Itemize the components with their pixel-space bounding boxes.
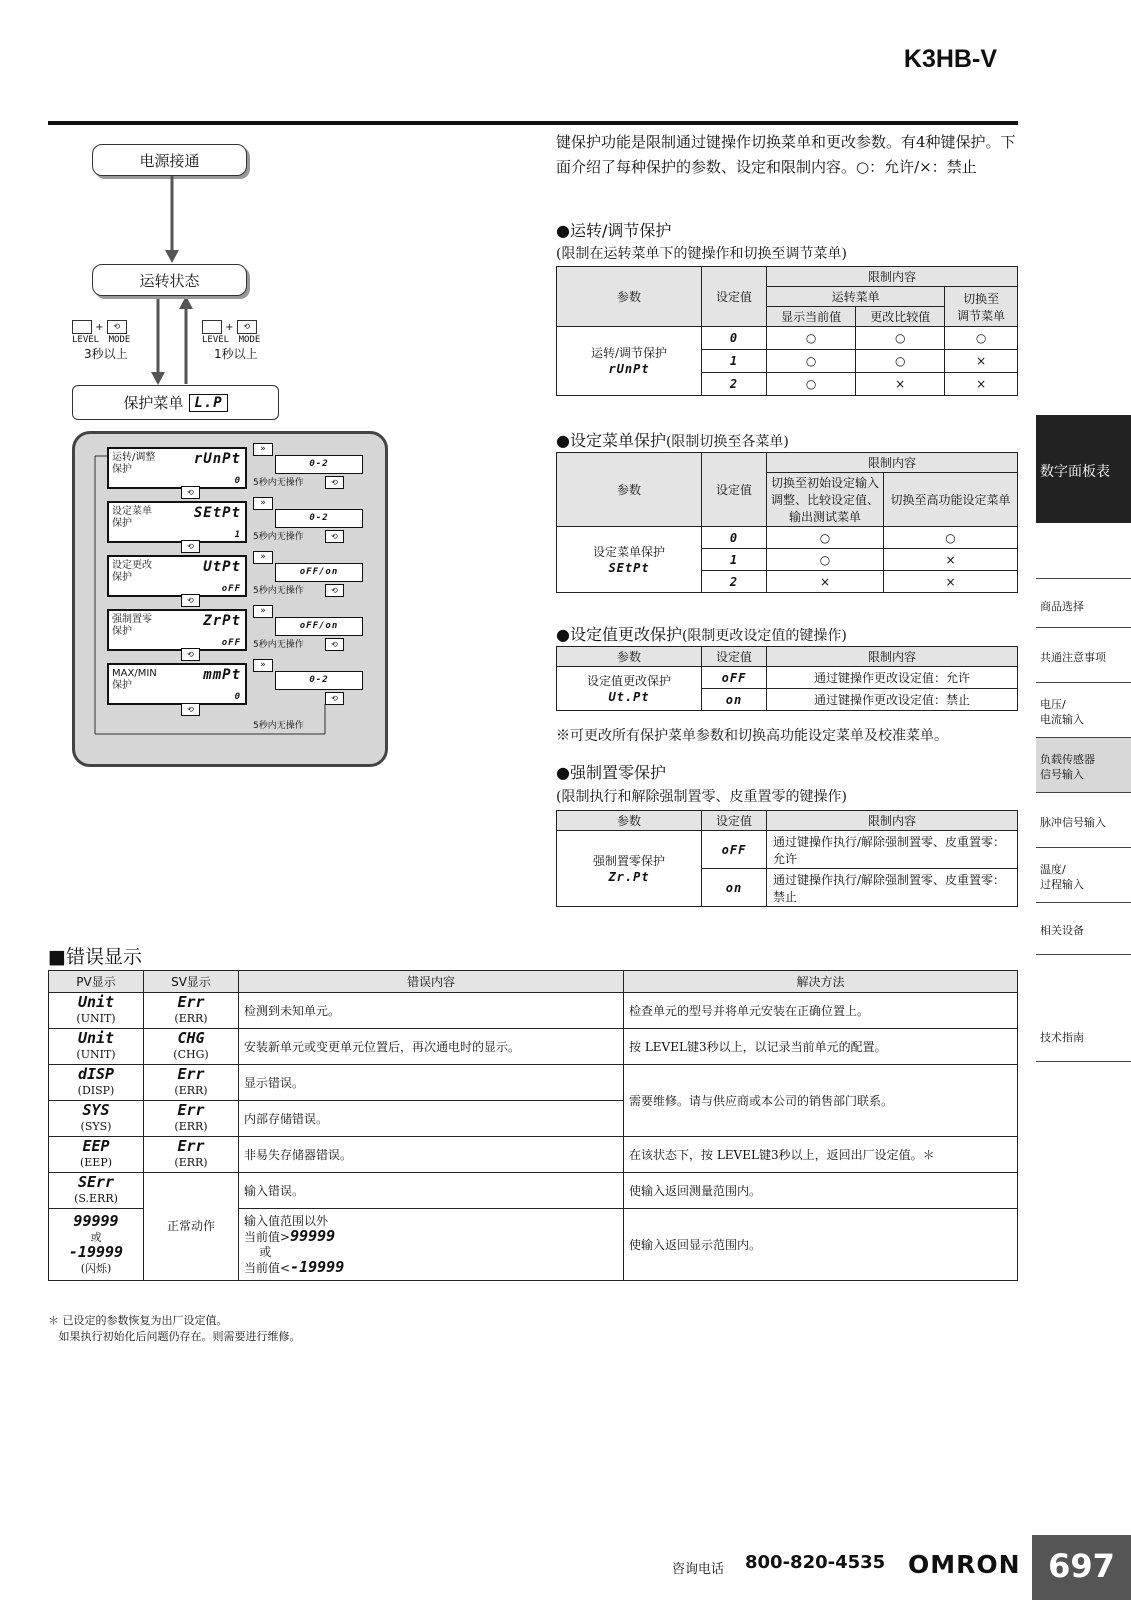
phone-number: 800-820-4535 [745,1552,886,1573]
param-name: 设定值更改保护 [586,673,671,688]
param-cell [557,831,702,907]
up-key-icon: » [253,605,273,618]
param-code: rUnPt [608,362,650,376]
mode-key-icon: ⟲ [325,692,344,705]
h-param: 参数 [557,453,702,527]
cell: ○ [767,549,884,571]
content-line: 当前值> [244,1229,291,1244]
up-key-icon: » [253,659,273,672]
display-ZrPt [107,609,247,651]
display-value: 0 [234,692,241,702]
sv-code: CHG [177,1029,205,1047]
cell: ○ [767,350,856,373]
protect-menu-box [72,385,279,420]
cell: × [884,571,1018,593]
sec3-note: (限制更改设定值的键操作) [681,628,847,644]
no-op-label: 5秒内无操作 [253,532,304,542]
cell: × [767,571,884,593]
param-code: SEtPt [608,560,650,575]
range-value: 0-2 [309,459,329,469]
pv-name: (EEP) [79,1156,113,1169]
cell: × [856,373,945,396]
range-value: oFF/on [299,621,339,631]
setting-protect-table [556,452,1018,593]
h-set: 设定值 [702,267,767,327]
table-row [49,1029,1018,1065]
sv-name: (ERR) [174,1120,208,1133]
display-label: 设定更改 保护 [112,560,152,583]
content-cell: 显示错误。 [239,1065,624,1101]
omron-logo: OMRON [908,1550,1021,1579]
param-code: Zr.Pt [608,869,650,884]
cell: ○ [884,527,1018,549]
pv-cell [49,1065,144,1101]
h-limit: 限制内容 [767,647,1018,667]
h-a: 切换至初始设定输入调整、比较设定值、输出测试菜单 [767,473,884,527]
content-value: -19999 [290,1257,345,1276]
up-key-icon: » [253,497,273,510]
pv-blink: (闪烁) [80,1261,112,1275]
sv-cell [144,1029,239,1065]
h-switch: 切换至 调节菜单 [945,287,1018,327]
contact-label: 咨询电话 [672,1562,725,1577]
pv-code: -19999 [68,1242,124,1261]
display-label: 运转/调整 保护 [112,452,156,475]
flow-arrows [0,0,400,440]
sv-name: (ERR) [174,1156,208,1169]
mode-key-icon: ⟲ [181,540,200,553]
sec2-note: (限制切换至各菜单) [665,434,789,450]
protect-menu-label: 保护菜单 [123,394,184,412]
model-title: K3HB-V [903,45,997,73]
display-UtPt [107,555,247,597]
mode-key-icon: ⟲ [107,320,127,334]
content-line: 或 [259,1244,272,1259]
level-key-icon [72,320,92,334]
cell: ○ [856,327,945,350]
fix-cell: 使输入返回显示范围内。 [624,1209,1018,1281]
cell: ○ [945,327,1018,350]
no-op-label: 5秒内无操作 [253,640,304,650]
pv-name: (SYS) [80,1120,112,1133]
set-value: 0 [702,327,767,350]
cell: ○ [767,373,856,396]
range-box [275,509,363,528]
param-name: 强制置零保护 [592,853,665,868]
h-limit: 限制内容 [767,453,1018,473]
range-box [275,563,363,582]
mode-key-icon: ⟲ [325,476,344,489]
content-cell: 非易失存储器错误。 [239,1137,624,1173]
display-value: 0 [234,476,241,486]
content-cell: 检测到未知单元。 [239,993,624,1029]
sv-name: (ERR) [174,1012,208,1025]
display-code: mmPt [203,667,241,683]
h-pv: 显示当前值 [767,307,856,327]
h-b: 切换至高功能设定菜单 [884,473,1018,527]
pv-code: Unit [77,993,115,1011]
sv-cell [144,1137,239,1173]
power-on-label: 电源接通 [139,151,200,170]
sec3-title: ●设定值更改保护 [556,625,682,644]
pv-code: 99999 [73,1211,119,1230]
range-box [275,671,363,690]
key-right-time: 1秒以上 [214,347,258,361]
set-value: 0 [702,527,767,549]
table-row [49,1065,1018,1101]
set-value: 1 [702,350,767,373]
error-table [48,970,1018,1281]
sv-normal: 正常动作 [144,1173,239,1281]
pv-name: (S.ERR) [74,1192,118,1205]
pv-cell [49,1137,144,1173]
pv-code: EEP [82,1137,110,1155]
up-key-icon: » [253,551,273,564]
no-op-label: 5秒内无操作 [253,721,304,731]
h-cmp: 更改比较值 [856,307,945,327]
key-left-time: 3秒以上 [84,347,128,361]
set-value: 2 [702,373,767,396]
no-op-label: 5秒内无操作 [253,478,304,488]
display-code: rUnPt [193,451,241,467]
display-value: 1 [234,530,241,540]
tab-product-selection[interactable]: 商品选择 [1036,578,1131,628]
cell: ○ [856,350,945,373]
mode-key-icon: ⟲ [181,486,200,499]
pv-name: (DISP) [77,1084,115,1097]
cell: × [884,549,1018,571]
pv-cell [49,1101,144,1137]
errors-title: ■错误显示 [48,946,142,968]
sec2-title-wrap [556,428,789,451]
tab-load-cell-input[interactable]: 负载传感器 信号输入 [1036,738,1131,793]
sv-cell [144,993,239,1029]
h-content: 错误内容 [239,971,624,993]
tab-common-notes[interactable]: 共通注意事项 [1036,628,1131,683]
sv-name: (ERR) [174,1084,208,1097]
range-box [275,617,363,636]
table-row [49,993,1018,1029]
sec4-note: (限制执行和解除强制置零、皮重置零的键操作) [556,789,847,805]
level-key-label: LEVEL [72,335,100,345]
content-cell: 安装新单元或变更单元位置后，再次通电时的显示。 [239,1029,624,1065]
range-box [275,455,363,474]
sec1-note: (限制在运转菜单下的键操作和切换至调节菜单) [556,246,847,262]
param-cell [557,667,702,711]
range-value: oFF/on [299,567,339,577]
value-protect-table [556,646,1018,711]
cell: 通过键操作更改设定值：允许 [767,667,1018,689]
pv-code: SYS [82,1101,110,1119]
protect-menu-code: L.P [189,394,227,412]
level-key-icon [202,320,222,334]
tab-digital-panel-meter[interactable]: 数字面板表 [1036,415,1131,523]
h-limit: 限制内容 [767,267,1018,287]
display-label: MAX/MIN 保护 [112,668,157,691]
tab-pulse-input[interactable]: 脉冲信号输入 [1036,793,1131,848]
fix-cell: 检查单元的型号并将单元安装在正确位置上。 [624,993,1018,1029]
tab-related-devices[interactable]: 相关设备 [1036,903,1131,955]
tab-temperature-input[interactable]: 温度/ 过程输入 [1036,848,1131,903]
cell: × [945,373,1018,396]
fix-cell: 需要维修。请与供应商或本公司的销售部门联系。 [624,1065,1018,1137]
pv-cell [49,1173,144,1209]
cell: 通过键操作更改设定值：禁止 [767,689,1018,711]
display-mmPt [107,663,247,705]
content-cell: 输入错误。 [239,1173,624,1209]
h-limit: 限制内容 [767,811,1018,831]
h-sv: SV显示 [144,971,239,993]
cell: 通过键操作执行/解除强制置零、皮重置零：允许 [767,831,1018,869]
level-key-label: LEVEL [202,335,230,345]
h-set: 设定值 [702,453,767,527]
set-value: 1 [702,549,767,571]
no-op-label: 5秒内无操作 [253,586,304,596]
display-code: SEtPt [193,505,241,521]
protect-panel [72,431,388,767]
pv-code: Unit [77,1029,115,1047]
sv-cell [144,1065,239,1101]
mode-key-icon: ⟲ [181,648,200,661]
h-param: 参数 [557,647,702,667]
pv-cell [49,1209,144,1281]
display-rUnPt [107,447,247,489]
display-code: ZrPt [203,613,241,629]
sv-code: Err [177,1137,205,1155]
display-label: 设定菜单 保护 [112,506,152,529]
range-value: 0-2 [309,513,329,523]
mode-key-label: MODE [238,335,261,345]
run-state-label: 运转状态 [139,271,200,290]
tab-tech-guide[interactable]: 技术指南 [1036,1010,1131,1062]
tab-voltage-input[interactable]: 电压/ 电流输入 [1036,683,1131,738]
page-number: 697 [1032,1535,1131,1600]
cell: 通过键操作执行/解除强制置零、皮重置零：禁止 [767,869,1018,907]
param-name: 运转/调节保护 [590,346,668,360]
run-state-box [92,264,247,296]
sec3-title-wrap [556,622,847,645]
pv-name: (UNIT) [76,1012,116,1025]
pv-code: dISP [77,1065,115,1083]
content-cell [239,1209,624,1281]
display-value: oFF [221,638,241,648]
h-fix: 解决方法 [624,971,1018,993]
display-value: oFF [221,584,241,594]
mode-key-icon: ⟲ [325,638,344,651]
fix-cell: 在该状态下，按 LEVEL键3秒以上，返回出厂设定值。＊ [624,1137,1018,1173]
footnote-line: 如果执行初始化后问题仍存在。则需要进行维修。 [58,1330,301,1343]
h-param: 参数 [557,267,702,327]
run-protect-table [556,266,1018,396]
param-code: Ut.Pt [608,689,650,704]
pv-cell [49,1029,144,1065]
sv-code: Err [177,993,205,1011]
table-row [49,1173,1018,1209]
zero-protect-table [556,810,1018,907]
sec1-title: ●运转/调节保护 [556,221,672,240]
pv-code: SErr [77,1173,115,1191]
h-pv: PV显示 [49,971,144,993]
content-cell: 内部存储错误。 [239,1101,624,1137]
mode-key-label: MODE [108,335,131,345]
content-line: 输入值范围以外 [244,1213,329,1228]
content-line: 当前值< [244,1260,291,1275]
h-run: 运转菜单 [767,287,945,307]
cell: ○ [767,527,884,549]
range-value: 0-2 [309,675,329,685]
pv-cell [49,993,144,1029]
sec2-title: ●设定菜单保护 [556,431,666,450]
table-row [49,1137,1018,1173]
h-param: 参数 [557,811,702,831]
mode-key-icon: ⟲ [237,320,257,334]
intro-text: 键保护功能是限制通过键操作切换菜单和更改参数。有4种键保护。下面介绍了每种保护的参数、设定和限制内容。○：允许/×：禁止 [556,133,1016,176]
mode-key-icon: ⟲ [181,703,200,716]
mode-key-icon: ⟲ [181,594,200,607]
key-combo-left: + ⟲ LEVEL MODE 3秒以上 [72,322,131,361]
set-value: oFF [702,667,767,689]
display-SEtPt [107,501,247,543]
footnote-line: ＊ 已设定的参数恢复为出厂设定值。 [48,1314,228,1327]
key-combo-right: + ⟲ LEVEL MODE 1秒以上 [202,322,261,361]
content-value: 99999 [290,1226,336,1245]
set-value: on [702,869,767,907]
sv-cell [144,1101,239,1137]
sec4-title: ●强制置零保护 [556,763,666,782]
set-value: oFF [702,831,767,869]
h-set: 设定值 [702,811,767,831]
param-name: 设定菜单保护 [592,544,665,559]
param-cell [557,327,702,396]
mode-key-icon: ⟲ [325,530,344,543]
set-value: on [702,689,767,711]
fix-cell: 使输入返回测量范围内。 [624,1173,1018,1209]
set-value: 2 [702,571,767,593]
display-code: UtPt [203,559,241,575]
display-label: 强制置零 保护 [112,614,152,637]
h-set: 设定值 [702,647,767,667]
sv-code: Err [177,1101,205,1119]
pv-name: (UNIT) [76,1048,116,1061]
sv-name: (CHG) [173,1048,209,1061]
fix-cell: 按 LEVEL键3秒以上，以记录当前单元的配置。 [624,1029,1018,1065]
cell: ○ [767,327,856,350]
cell: × [945,350,1018,373]
sec3-remark: ※可更改所有保护菜单参数和切换高功能设定菜单及校准菜单。 [556,728,948,744]
param-cell [557,527,702,593]
mode-key-icon: ⟲ [325,584,344,597]
pv-or: 或 [90,1230,102,1244]
sv-code: Err [177,1065,205,1083]
up-key-icon: » [253,443,273,456]
footnote [48,1313,301,1345]
